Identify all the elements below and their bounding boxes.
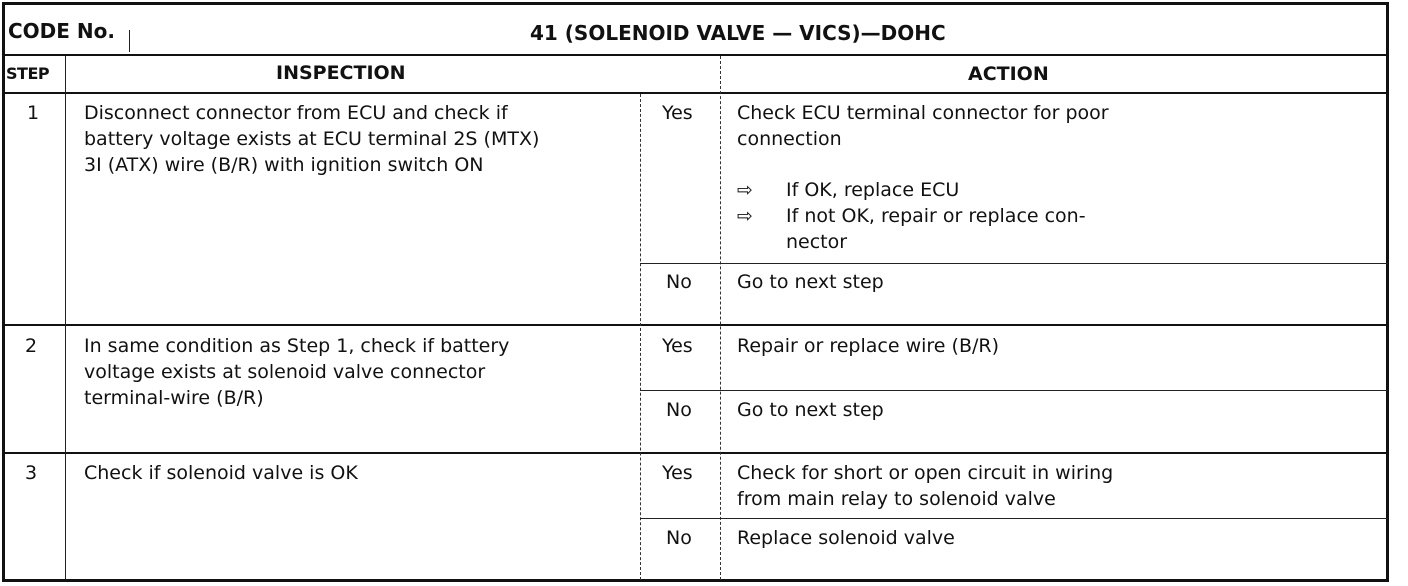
rule-top xyxy=(2,2,1389,5)
code-title: 41 (SOLENOID VALVE — VICS)—DOHC xyxy=(530,21,946,45)
rule-bottom xyxy=(2,579,1389,582)
inspection-line: voltage exists at solenoid valve connector xyxy=(84,361,486,383)
column-header-step: STEP xyxy=(6,64,50,83)
yes-label: Yes xyxy=(662,335,693,357)
action-line: Repair or replace wire (B/R) xyxy=(737,335,999,357)
rule-yesno-sep-3 xyxy=(640,518,1388,519)
rule-after-step1 xyxy=(2,324,1389,326)
action-line: Go to next step xyxy=(737,399,884,421)
action-line: Check ECU terminal connector for poor xyxy=(737,102,1109,124)
rule-yesno-col xyxy=(640,94,641,580)
arrow-icon: ⇨ xyxy=(737,205,753,227)
inspection-line: Disconnect connector from ECU and check if xyxy=(84,102,508,124)
inspection-line: terminal-wire (B/R) xyxy=(84,387,264,409)
arrow-icon: ⇨ xyxy=(737,179,753,201)
rule-yesno-sep-2 xyxy=(640,390,1388,391)
rule-right xyxy=(1386,2,1389,582)
step-number: 1 xyxy=(27,102,40,124)
step-number: 2 xyxy=(25,335,38,357)
bullet-line: nector xyxy=(786,231,848,253)
inspection-line: battery voltage exists at ECU terminal 2S (MTX) xyxy=(84,128,540,150)
rule-under-code xyxy=(2,54,1389,56)
yes-label: Yes xyxy=(662,102,693,124)
rule-code-tick xyxy=(129,30,130,52)
rule-after-step2 xyxy=(2,452,1389,454)
column-header-action: ACTION xyxy=(968,63,1049,85)
yes-label: Yes xyxy=(662,462,693,484)
step-number: 3 xyxy=(25,462,38,484)
rule-action-col xyxy=(720,56,721,580)
bullet-line: If not OK, repair or replace con- xyxy=(786,205,1086,227)
no-label: No xyxy=(666,527,692,549)
action-line: from main relay to solenoid valve xyxy=(737,488,1056,510)
rule-left xyxy=(2,2,5,582)
no-label: No xyxy=(666,399,692,421)
code-label: CODE No. xyxy=(8,19,115,43)
inspection-line: 3I (ATX) wire (B/R) with ignition switch ON xyxy=(84,154,484,176)
bullet-line: If OK, replace ECU xyxy=(786,179,960,201)
action-line: connection xyxy=(737,128,842,150)
rule-under-columns xyxy=(2,92,1389,94)
action-line: Replace solenoid valve xyxy=(737,527,955,549)
action-line: Check for short or open circuit in wiring xyxy=(737,462,1114,484)
inspection-line: In same condition as Step 1, check if battery xyxy=(84,335,510,357)
no-label: No xyxy=(666,271,692,293)
rule-step-col xyxy=(65,56,66,580)
inspection-line: Check if solenoid valve is OK xyxy=(84,462,358,484)
action-line: Go to next step xyxy=(737,271,884,293)
column-header-inspection: INSPECTION xyxy=(276,62,406,84)
rule-yesno-sep-1 xyxy=(640,263,1388,264)
